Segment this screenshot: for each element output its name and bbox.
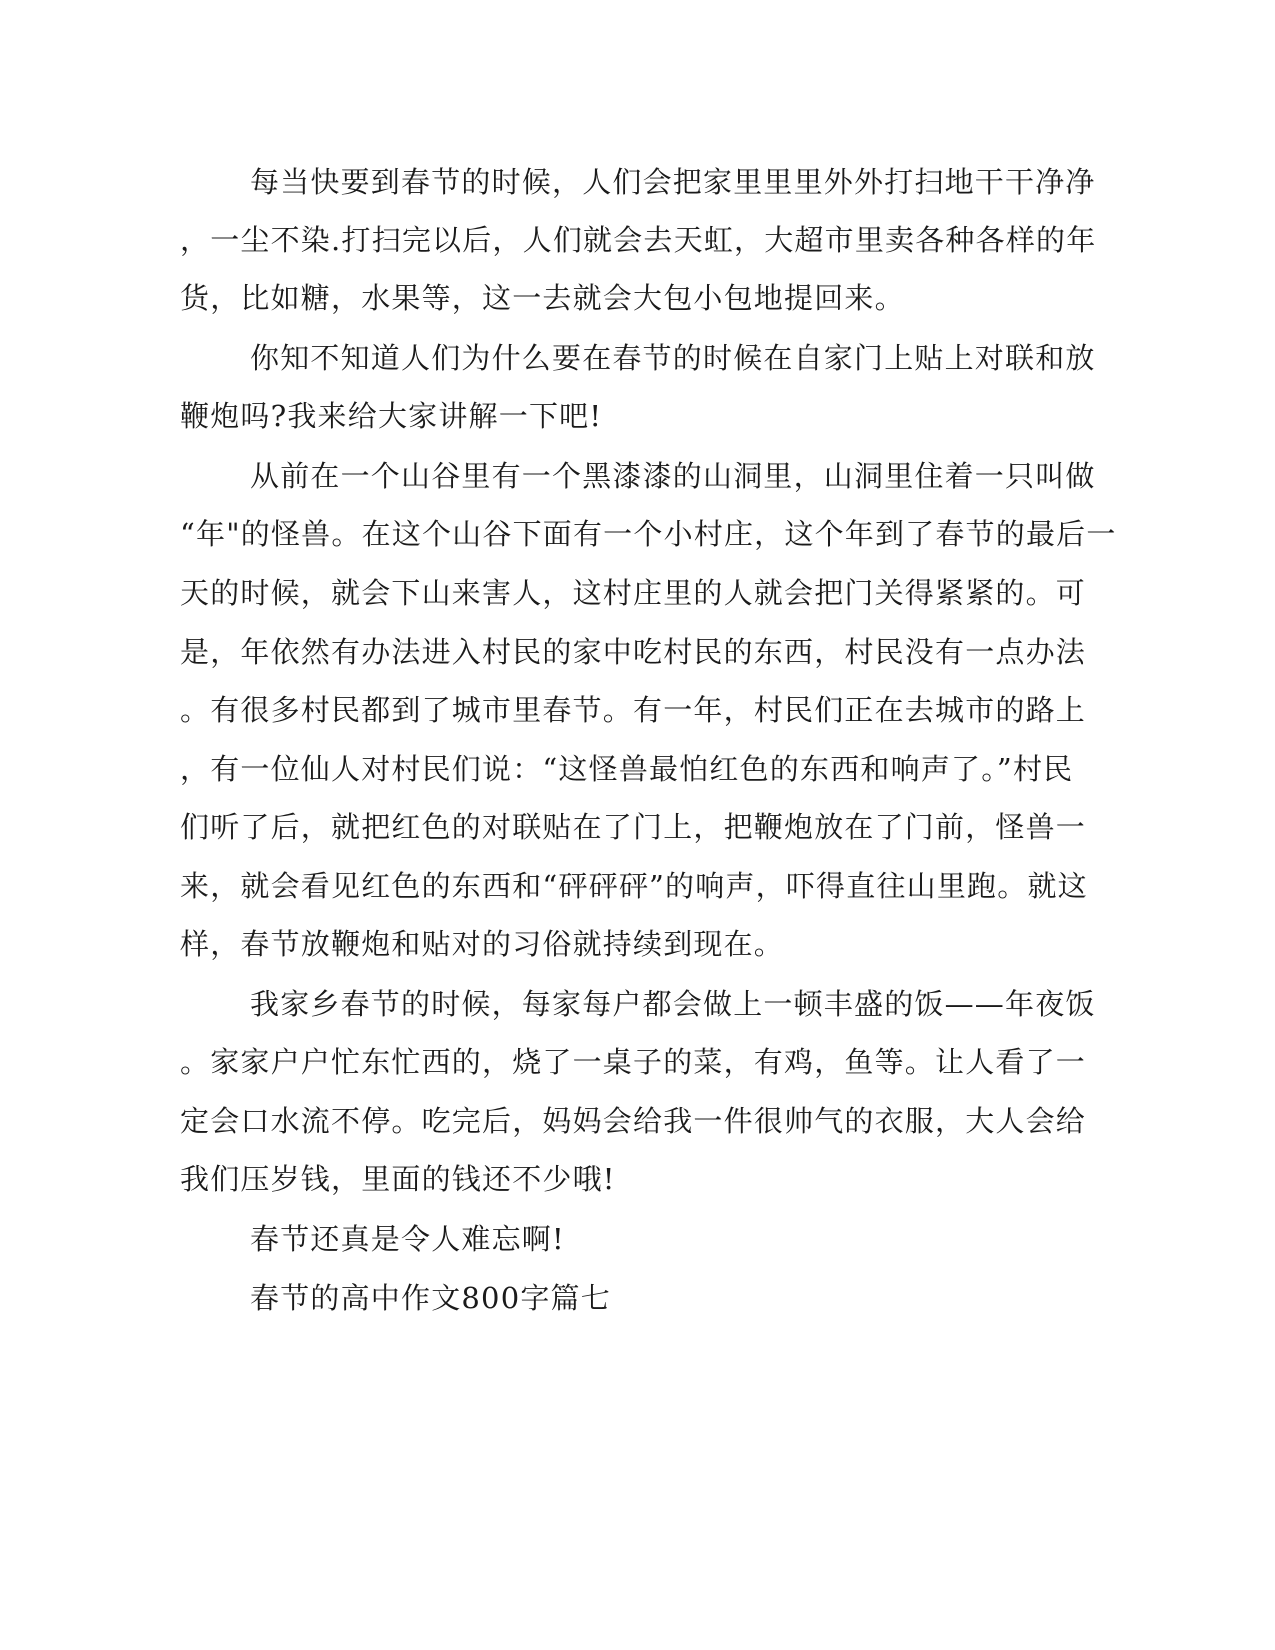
text-line-8: 天的时候，就会下山来害人，这村庄里的人就会把门关得紧紧的。可 [180, 576, 1087, 610]
text-line-18: 我们压岁钱，里面的钱还不少哦! [180, 1162, 616, 1196]
text-line-2: ，一尘不染.打扫完以后，人们就会去天虹，大超市里卖各种各样的年 [180, 223, 1097, 257]
text-line-14: 样，春节放鞭炮和贴对的习俗就持续到现在。 [180, 927, 785, 961]
text-line-15: 我家乡春节的时候，每家每户都会做上一顿丰盛的饭——年夜饭 [250, 987, 1096, 1021]
text-line-17: 定会口水流不停。吃完后，妈妈会给我一件很帅气的衣服，大人会给 [180, 1104, 1087, 1138]
text-line-13: 来，就会看见红色的东西和“砰砰砰”的响声，吓得直往山里跑。就这 [180, 869, 1088, 903]
text-line-1: 每当快要到春节的时候，人们会把家里里里外外打扫地干干净净 [250, 165, 1096, 199]
text-line-5: 鞭炮吗?我来给大家讲解一下吧! [180, 399, 603, 433]
text-line-12: 们听了后，就把红色的对联贴在了门上，把鞭炮放在了门前，怪兽一 [180, 810, 1087, 844]
text-line-19: 春节还真是令人难忘啊! [250, 1222, 565, 1256]
text-line-16: 。家家户户忙东忙西的，烧了一桌子的菜，有鸡，鱼等。让人看了一 [180, 1045, 1087, 1079]
text-line-3: 货，比如糖，水果等，这一去就会大包小包地提回来。 [180, 281, 905, 315]
section-heading: 春节的高中作文800字篇七 [250, 1281, 611, 1315]
text-line-10: 。有很多村民都到了城市里春节。有一年，村民们正在去城市的路上 [180, 693, 1087, 727]
text-line-6: 从前在一个山谷里有一个黑漆漆的山洞里，山洞里住着一只叫做 [250, 459, 1096, 493]
text-line-7: “年"的怪兽。在这个山谷下面有一个小村庄，这个年到了春节的最后一 [180, 517, 1117, 551]
text-line-11: ，有一位仙人对村民们说：“这怪兽最怕红色的东西和响声了。”村民 [180, 752, 1074, 786]
text-line-9: 是，年依然有办法进入村民的家中吃村民的东西，村民没有一点办法 [180, 635, 1087, 669]
text-line-4: 你知不知道人们为什么要在春节的时候在自家门上贴上对联和放 [250, 341, 1096, 375]
